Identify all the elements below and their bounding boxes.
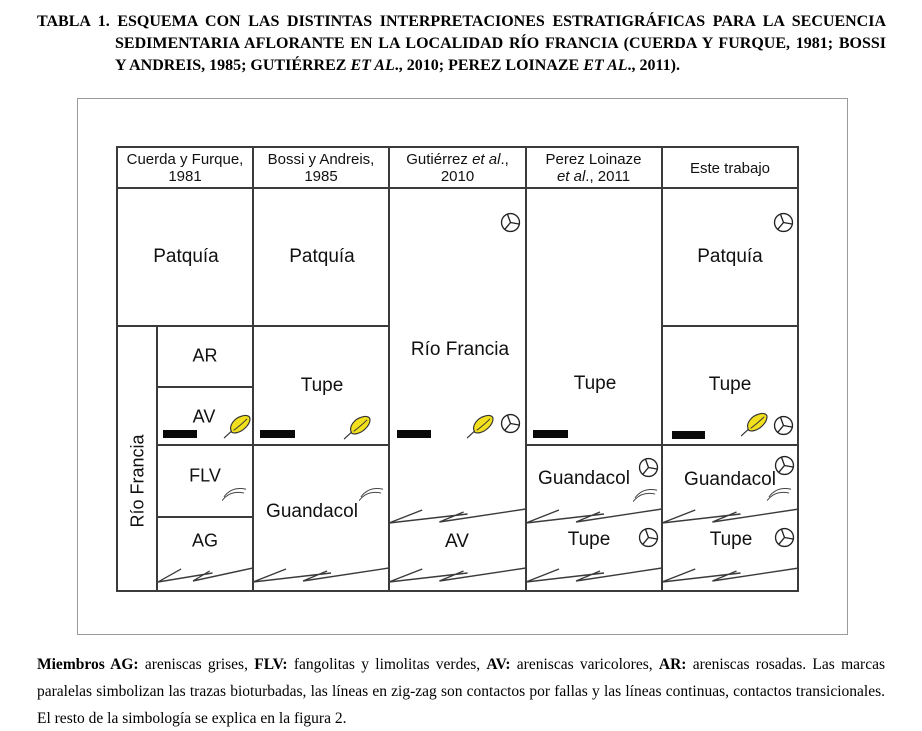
grid-line (661, 146, 663, 592)
grid-line (156, 516, 254, 518)
header-text: Gutiérrez et al., (406, 151, 509, 168)
grid-line (661, 325, 799, 327)
black-bar-icon (260, 430, 295, 438)
cell-label-tupe-lower-col4: Tupe (567, 529, 611, 550)
cell-label-tupe-lower-col5: Tupe (709, 529, 753, 550)
header-text: Bossi y Andreis, (267, 151, 375, 168)
black-bar-icon (397, 430, 431, 438)
header-text: et al., 2011 (556, 168, 631, 185)
cell-label-guandacol-col5: Guandacol (684, 469, 776, 490)
header-text: Perez Loinaze (545, 151, 642, 168)
cell-label-tupe-col4: Tupe (573, 373, 617, 394)
caption-line-1: Miembros AG: areniscas grises, FLV: fangolitas y limolitas verdes, AV: areniscas varicolores, AR: areniscas rosadas. Las marcas (37, 656, 885, 673)
grid-line-bottom (116, 590, 799, 592)
title-line-2: SEDIMENTARIA AFLORANTE EN LA LOCALIDAD RÍO FRANCIA (CUERDA Y FURQUE, 1981; BOSSI (115, 35, 886, 52)
header-gutierrez-2010 (390, 150, 525, 186)
spore-icon (773, 415, 794, 436)
cell-label-patquia-col2: Patquía (289, 246, 355, 267)
leaf-icon (343, 415, 372, 440)
bioturbation-icon (633, 488, 658, 504)
header-text: Este trabajo (689, 159, 771, 177)
cell-label-guandacol-col2: Guandacol (266, 501, 358, 522)
grid-line (156, 444, 390, 446)
fault-zigzag-icon (389, 504, 526, 524)
cell-label-patquia-col5: Patquía (697, 246, 763, 267)
leaf-icon (223, 414, 252, 439)
leaf-icon (740, 412, 769, 437)
spore-icon (500, 212, 521, 233)
header-text: 1985 (304, 168, 338, 185)
fault-zigzag-icon (662, 504, 799, 524)
grid-line (525, 444, 799, 446)
caption-line-3: El resto de la simbología se explica en la figura 2. (37, 710, 347, 727)
cell-label-guandacol-col4: Guandacol (538, 468, 630, 489)
fault-zigzag-icon (389, 563, 526, 583)
grid-line (252, 146, 254, 592)
header-perez-loinaze-2011 (527, 150, 660, 186)
cell-label-patquia-col1: Patquía (153, 246, 219, 267)
cell-label-av-col3: AV (445, 531, 469, 552)
black-bar-icon (163, 430, 197, 438)
header-bossi-andreis-1985 (254, 150, 388, 186)
leaf-icon (466, 414, 495, 439)
grid-line-subcolumn (156, 326, 158, 592)
bioturbation-icon (222, 487, 247, 503)
black-bar-icon (672, 431, 705, 439)
fault-zigzag-icon (526, 504, 662, 524)
bioturbation-icon (359, 487, 384, 503)
cell-label-tupe-col2: Tupe (300, 375, 344, 396)
grid-line (525, 146, 527, 592)
grid-line (156, 386, 254, 388)
header-text: 2010 (440, 168, 475, 185)
spore-icon (773, 212, 794, 233)
cell-label-ag: AG (191, 530, 219, 551)
header-text: 1981 (168, 168, 202, 185)
header-cuerda-furque-1981 (118, 150, 252, 186)
cell-label-tupe-col5: Tupe (708, 374, 752, 395)
fault-zigzag-icon (526, 563, 662, 583)
fault-zigzag-icon (158, 563, 253, 583)
spore-icon (638, 457, 659, 478)
grid-line-header (116, 187, 799, 189)
bioturbation-icon (767, 487, 792, 503)
cell-label-ar: AR (192, 345, 218, 366)
grid-line (116, 146, 799, 148)
fault-zigzag-icon (662, 563, 799, 583)
caption-line-2: paralelas simbolizan las trazas bioturbadas, las líneas en zig-zag son contactos por fallas y las líneas continuas, contactos transicionales. (37, 683, 885, 700)
spore-icon (500, 413, 521, 434)
cell-label-rio-francia-col3: Río Francia (410, 339, 510, 360)
cell-label-flv: FLV (189, 465, 221, 486)
spore-icon (774, 455, 795, 476)
grid-line (116, 146, 118, 592)
title-line-1: TABLA 1. ESQUEMA CON LAS DISTINTAS INTERPRETACIONES ESTRATIGRÁFICAS PARA LA SECUENCIA (37, 13, 886, 30)
header-text: Cuerda y Furque, (126, 151, 244, 168)
fault-zigzag-icon (253, 563, 389, 583)
black-bar-icon (533, 430, 568, 438)
header-este-trabajo (663, 150, 797, 186)
grid-line (797, 146, 799, 592)
cell-label-av-col1: AV (192, 406, 216, 427)
cell-label-rio-francia-vertical: Río Francia (127, 434, 148, 528)
title-line-3: Y ANDREIS, 1985; GUTIÉRREZ ET AL., 2010; PEREZ LOINAZE ET AL., 2011). (115, 57, 680, 74)
spore-icon (774, 527, 795, 548)
spore-icon (638, 527, 659, 548)
grid-line (388, 146, 390, 592)
grid-line (116, 325, 390, 327)
